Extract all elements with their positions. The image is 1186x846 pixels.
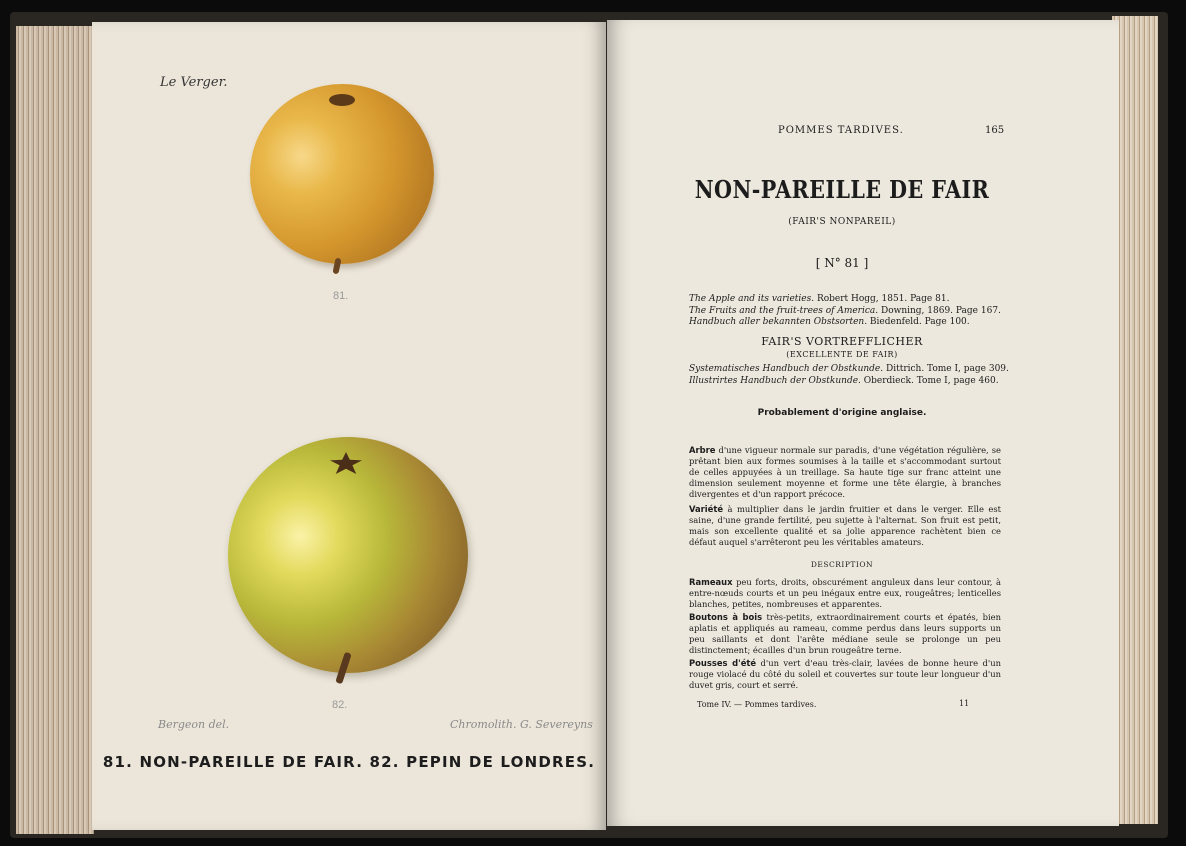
right-page: [607, 20, 1119, 826]
references-secondary: [689, 364, 1009, 387]
variety-number: [ N° 81 ]: [815, 256, 869, 270]
description-rameaux: Rameaux peu forts, droits, obscurément anguleux dans leur contour, à entre-nœuds courts et un peu inégaux entre eux, rougeâtres; lenticelles blanches, petites, nombreuses et apparentes.: [689, 577, 1001, 609]
description-heading: DESCRIPTION: [810, 560, 874, 569]
footer-signature: 11: [959, 699, 970, 708]
reference-line: Illustrirtes Handbuch der Obstkunde. Oberdieck. Tome I, page 460.: [689, 375, 999, 386]
book-header: Le Verger.: [160, 75, 228, 90]
variety-title: NON-PAREILLE DE FAIR: [694, 175, 990, 204]
running-head: POMMES TARDIVES.: [778, 125, 904, 136]
origin-note: Probablement d'origine anglaise.: [757, 408, 927, 418]
description-pousses: Pousses d'été d'un vert d'eau très-clair, lavées de bonne heure d'un rouge violacé du côté du soleil et couvertes sur toute leur longueur d'un duvet gris, court et serré.: [689, 658, 1002, 690]
illustrator-credit: Bergeon del.: [158, 718, 230, 731]
description-boutons: Boutons à bois très-petits, extraordinairement courts et épatés, bien aplatis et appliqués au rameau, comme perdus dans leurs supports un peu saillants et dont l'arête médiane seule se prolonge un peu distinctement; écailles d'un brun rougeâtre terne.: [689, 612, 1001, 655]
reference-line: Handbuch aller bekannten Obstsorten. Biedenfeld. Page 100.: [689, 317, 970, 327]
plate-number-81: 81.: [333, 290, 349, 302]
references: [689, 294, 1001, 329]
reference-line: Systematisches Handbuch der Obstkunde. Dittrich. Tome I, page 309.: [689, 364, 1009, 374]
paragraph-arbre: Arbre d'une vigueur normale sur paradis, d'une végétation régulière, se prêtant bien aux formes soumises à la taille et s'accommodant surtout de celles appuyées à un treillage. Sa haute tige sur franc atteint une dimension seulement moyenne et forme une tête élargie, à branches divergentes et d'un rapport précoce.: [689, 445, 1001, 499]
paragraph-variete: Variété à multiplier dans le jardin fruitier et dans le verger. Elle est saine, d'une grande fertilité, peu sujette à l'alternat. Son fruit est petit, mais son excellente qualité et sa jolie apparence rachètent bien ce défaut auquel s'arrêteront peu les véritables amateurs.: [689, 504, 1001, 547]
variety-subtitle: (FAIR'S NONPAREIL): [788, 217, 896, 227]
synonym-heading: FAIR'S VORTREFFLICHER: [761, 335, 923, 348]
footer-volume: Tome IV. — Pommes tardives.: [697, 700, 817, 709]
apple-illustration-82: [228, 437, 468, 673]
left-page: [92, 22, 606, 830]
plate-number-82: 82.: [332, 699, 348, 711]
page-number: 165: [985, 125, 1005, 136]
lithographer-credit: Chromolith. G. Severeyns: [450, 718, 593, 731]
reference-line: The Fruits and the fruit-trees of America. Downing, 1869. Page 167.: [689, 305, 1001, 316]
apple-illustration-81: [250, 84, 434, 264]
synonym-subheading: (EXCELLENTE DE FAIR): [786, 350, 898, 359]
page-edges-left: [16, 26, 94, 834]
plate-caption: 81. NON-PAREILLE DE FAIR. 82. PEPIN DE LONDRES.: [102, 753, 596, 771]
reference-line: The Apple and its varieties. Robert Hogg, 1851. Page 81.: [689, 294, 950, 304]
apple-calyx-81: [329, 94, 355, 106]
